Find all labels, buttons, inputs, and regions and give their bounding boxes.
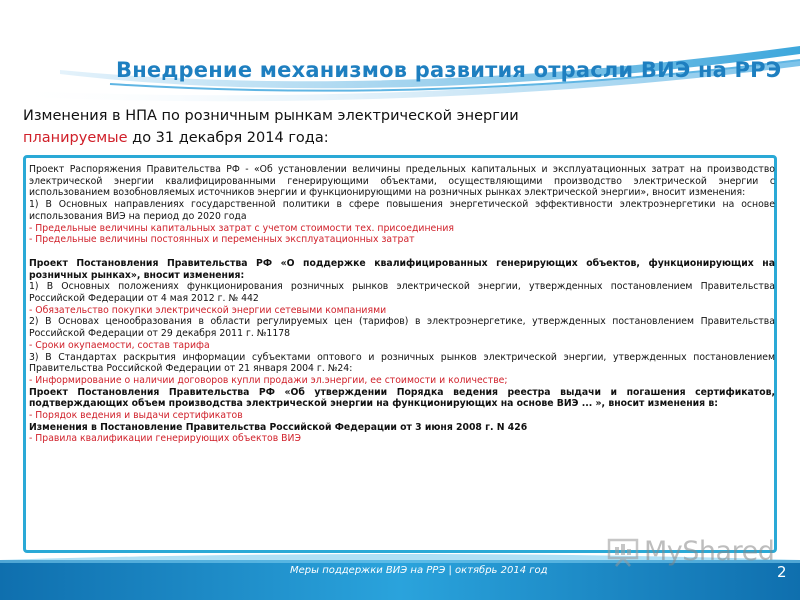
- item-red: - Обязательство покупки электрической энергии сетевыми компаниями: [29, 304, 387, 316]
- item-red: - Предельные величины капитальных затрат с учетом стоимости тех. присоединения: [29, 222, 454, 234]
- subtitle-line-1: Изменения в НПА по розничным рынкам электрической энергии: [23, 108, 519, 124]
- page-number: 2: [777, 563, 787, 581]
- watermark-text: MyShared: [644, 536, 775, 567]
- change-2-1: 1) В Основных положениях функционирования розничных рынков электрической энергии, утвержденных постановлением Правительства Российской Федерации от 4 мая 2012 г. № 442: [29, 281, 775, 305]
- project-2-paragraph: Проект Постановления Правительства РФ «О поддержке квалифицированных генерирующих объектов, функционирующих на розничных рынках», вносит изменения:: [29, 257, 775, 281]
- item-red: - Правила квалификации генерирующих объектов ВИЭ: [29, 433, 301, 445]
- slide-title: Внедрение механизмов развития отрасли ВИЭ на РРЭ: [116, 58, 782, 82]
- project-3-paragraph: Проект Постановления Правительства РФ «Об утверждении Порядка ведения реестра выдачи и погашения сертификатов, подтверждающих объем производства электрической энергии на функционирующих на основе ВИЭ ... », вносит изменения в:: [29, 386, 775, 410]
- change-2-3: 3) В Стандартах раскрытия информации субъектами оптового и розничных рынков электрической энергии, утвержденных постановлением Правительства Российской Федерации от 21 января 2004 г. №24:: [29, 351, 775, 375]
- item-red: - Предельные величины постоянных и переменных эксплуатационных затрат: [29, 234, 415, 246]
- item-red: - Сроки окупаемости, состав тарифа: [29, 339, 210, 351]
- item-red: - Информирование о наличии договоров купли продажи эл.энергии, ее стоимости и количестве;: [29, 374, 508, 386]
- project-1-paragraph: Проект Распоряжения Правительства РФ - «Об установлении величины предельных капитальных и эксплуатационных затрат на производство электрической энергии квалифицированными генерирующими объектами, осуществляющими производство электрической энергии с использованием возобновляемых источников энергии и функционирующими на розничных рынках электрической энергии», вносит изменения:: [29, 164, 775, 199]
- subtitle-highlight: планируемые: [23, 130, 128, 146]
- change-2-2: 2) В Основах ценообразования в области регулируемых цен (тарифов) в электроэнергетике, утвержденных постановлением Правительства Российской Федерации от 29 декабря 2011 г. №1178: [29, 316, 775, 340]
- footer-text: Меры поддержки ВИЭ на РРЭ | октябрь 2014 год: [290, 565, 548, 576]
- change-1-1: 1) В Основных направлениях государственной политики в сфере повышения энергетической эффективности электроэнергетики на основе использования ВИЭ на период до 2020 года: [29, 199, 775, 222]
- project-4-paragraph: Изменения в Постановление Правительства Российской Федерации от 3 июня 2008 г. N 426: [29, 421, 528, 433]
- item-red: - Порядок ведения и выдачи сертификатов: [29, 410, 243, 422]
- subtitle-rest: до 31 декабря 2014 года:: [127, 130, 329, 146]
- content-text: [29, 164, 775, 445]
- subtitle-line-2: [23, 130, 329, 146]
